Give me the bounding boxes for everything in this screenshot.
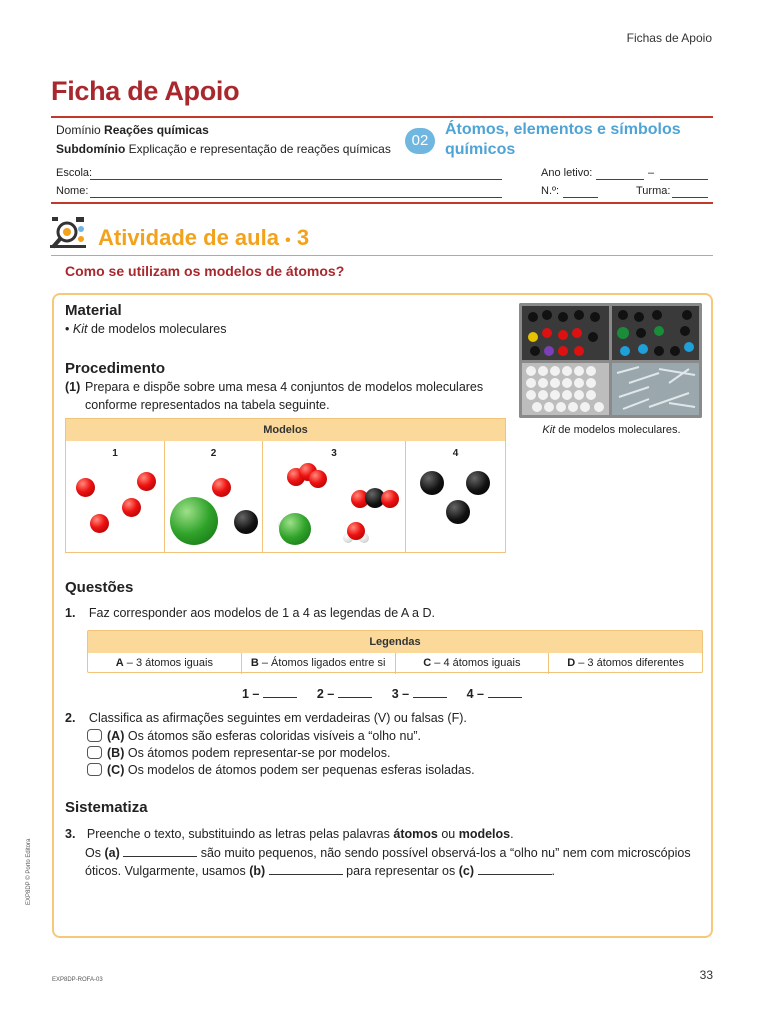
models-table-header: Modelos	[66, 419, 505, 441]
legend-d	[549, 653, 702, 674]
atom-green-large	[170, 497, 218, 545]
procedure-step-text: Prepara e dispõe sobre uma mesa 4 conjuntos de modelos moleculares conforme representados na tabela seguinte.	[85, 380, 484, 412]
year-start-field[interactable]	[596, 179, 644, 180]
blank-field-b[interactable]	[269, 863, 343, 875]
paragraph-text: Os	[85, 846, 101, 860]
page-title: Ficha de Apoio	[51, 76, 240, 106]
question-1	[65, 604, 435, 622]
year-label: Ano letivo:	[541, 167, 593, 179]
blank-field-a[interactable]	[123, 845, 197, 857]
name-field[interactable]	[90, 197, 502, 198]
model-cell-4	[406, 441, 505, 552]
procedure-step	[65, 378, 505, 414]
legend-key: D	[567, 657, 576, 669]
fill-paragraph-line-1	[85, 844, 705, 862]
activity-dot: •	[285, 232, 291, 249]
answer-label-2: 2 –	[316, 687, 335, 701]
statement-key: (A)	[107, 729, 125, 743]
paragraph-text: .	[551, 864, 555, 878]
legend-text: – 3 átomos iguais	[126, 657, 213, 669]
class-label: Turma:	[636, 185, 671, 197]
activity-number: 3	[296, 225, 310, 250]
atom-red	[137, 472, 156, 491]
domain-line	[56, 123, 209, 137]
school-field[interactable]	[90, 179, 502, 180]
statement-text: Os átomos podem representar-se por modelos.	[127, 746, 391, 760]
question-2-text: Classifica as afirmações seguintes em verdadeiras (V) ou falsas (F).	[88, 711, 467, 725]
models-table	[65, 418, 506, 553]
statement-text: Os átomos são esferas coloridas visíveis a “olho nu”.	[127, 729, 422, 743]
systematize-heading: Sistematiza	[65, 799, 148, 816]
question-1-number: 1.	[65, 606, 76, 620]
photo-caption-rest: de modelos moleculares.	[558, 424, 681, 436]
atom-red	[347, 522, 365, 540]
topic-title: Átomos, elementos e símbolos químicos	[445, 121, 681, 158]
answer-field-2[interactable]	[338, 686, 372, 698]
kit-photo	[519, 303, 702, 418]
model-number: 3	[331, 448, 337, 459]
blank-key-b: (b)	[249, 864, 266, 878]
answer-label-1: 1 –	[242, 687, 260, 701]
question-3-or: ou	[441, 827, 456, 841]
procedure-heading: Procedimento	[65, 360, 166, 377]
statement-key: (B)	[107, 746, 125, 760]
atom-red	[90, 514, 109, 533]
copyright-note: EXP8DP © Porto Editora	[26, 838, 32, 905]
model-cell-1	[66, 441, 165, 552]
activity-title	[98, 225, 309, 251]
activity-rule	[51, 255, 713, 256]
checkbox-a[interactable]	[87, 729, 102, 742]
legend-text: – Átomos ligados entre si	[261, 657, 386, 669]
question-3-word-2: modelos	[458, 827, 511, 841]
answer-field-1[interactable]	[263, 686, 297, 698]
atom-black	[466, 471, 490, 495]
blank-key-a: (a)	[104, 846, 120, 860]
number-label: N.º:	[541, 185, 560, 197]
atom-red	[381, 490, 399, 508]
atom-red	[76, 478, 95, 497]
checkbox-c[interactable]	[87, 763, 102, 776]
title-rule	[51, 116, 713, 118]
questions-heading: Questões	[65, 579, 134, 596]
model-number: 1	[112, 448, 118, 459]
answer-label-4: 4 –	[466, 687, 485, 701]
running-header: Fichas de Apoio	[626, 31, 712, 45]
statement-c	[87, 761, 475, 779]
atom-black	[446, 500, 470, 524]
meta-rule	[51, 202, 713, 204]
material-heading: Material	[65, 302, 122, 319]
material-item-rest: de modelos moleculares	[90, 322, 227, 336]
domain-label: Domínio	[56, 123, 101, 137]
activity-question: Como se utilizam os modelos de átomos?	[65, 263, 345, 279]
atom-red	[212, 478, 231, 497]
legend-table	[87, 630, 703, 673]
legend-b	[242, 653, 396, 674]
legend-a	[88, 653, 242, 674]
atom-red	[122, 498, 141, 517]
blank-key-c: (c)	[458, 864, 475, 878]
model-number: 2	[210, 448, 217, 459]
procedure-step-number: (1)	[65, 380, 81, 394]
legend-text: – 3 átomos diferentes	[578, 657, 685, 669]
paragraph-text: óticos. Vulgarmente, usamos	[85, 864, 246, 878]
question-3-end: .	[510, 827, 514, 841]
school-label: Escola:	[56, 167, 93, 179]
model-cell-3	[263, 441, 406, 552]
legend-c	[396, 653, 550, 674]
fill-paragraph-line-2	[85, 862, 705, 880]
question-2-number: 2.	[65, 711, 76, 725]
atom-black	[234, 510, 258, 534]
page-code: EXP8DP-ROFA-03	[52, 977, 103, 983]
atom-black	[420, 471, 444, 495]
year-dash: –	[648, 167, 655, 179]
number-field[interactable]	[563, 197, 598, 198]
material-item	[65, 320, 226, 338]
answer-field-4[interactable]	[488, 686, 522, 698]
statement-b	[87, 744, 390, 762]
legend-table-header: Legendas	[88, 631, 702, 653]
question-1-text: Faz corresponder aos modelos de 1 a 4 as legendas de A a D.	[88, 606, 435, 620]
year-end-field[interactable]	[660, 179, 708, 180]
paragraph-text: para representar os	[346, 864, 456, 878]
legend-key: B	[250, 657, 259, 669]
topic-badge: 02	[405, 128, 435, 154]
class-field[interactable]	[672, 197, 708, 198]
question-3-number: 3.	[65, 827, 76, 841]
material-bullet: •	[65, 322, 70, 336]
statement-text: Os modelos de átomos podem ser pequenas esferas isoladas.	[127, 763, 475, 777]
subdomain-value: Explicação e representação de reações químicas	[128, 142, 391, 156]
activity-title-text: Atividade de aula	[98, 225, 279, 250]
paragraph-text: são muito pequenos, não sendo possível observá-los a “olho nu” nem com microscópios	[200, 846, 691, 860]
name-label: Nome:	[56, 185, 89, 197]
subdomain-line	[56, 142, 391, 156]
subdomain-label: Subdomínio	[56, 142, 126, 156]
question-3	[65, 825, 514, 843]
material-item-italic: Kit	[72, 322, 88, 336]
legend-key: C	[423, 657, 432, 669]
atom-red	[309, 470, 327, 488]
photo-caption	[520, 424, 703, 436]
statement-key: (C)	[107, 763, 125, 777]
answer-field-3[interactable]	[413, 686, 447, 698]
activity-icon	[48, 215, 88, 251]
legend-key: A	[115, 657, 124, 669]
question-3-text: Preenche o texto, substituindo as letras pelas palavras	[86, 827, 390, 841]
atom-green	[279, 513, 311, 545]
page-number: 33	[699, 968, 713, 982]
photo-caption-italic: Kit	[542, 424, 556, 436]
answer-blanks	[242, 686, 538, 701]
checkbox-b[interactable]	[87, 746, 102, 759]
model-number: 4	[452, 448, 459, 459]
statement-a	[87, 727, 421, 745]
blank-field-c[interactable]	[478, 863, 552, 875]
legend-text: – 4 átomos iguais	[434, 657, 521, 669]
model-cell-2	[165, 441, 263, 552]
question-2	[65, 709, 467, 727]
domain-value: Reações químicas	[104, 123, 209, 137]
answer-label-3: 3 –	[391, 687, 410, 701]
question-3-word-1: átomos	[393, 827, 438, 841]
